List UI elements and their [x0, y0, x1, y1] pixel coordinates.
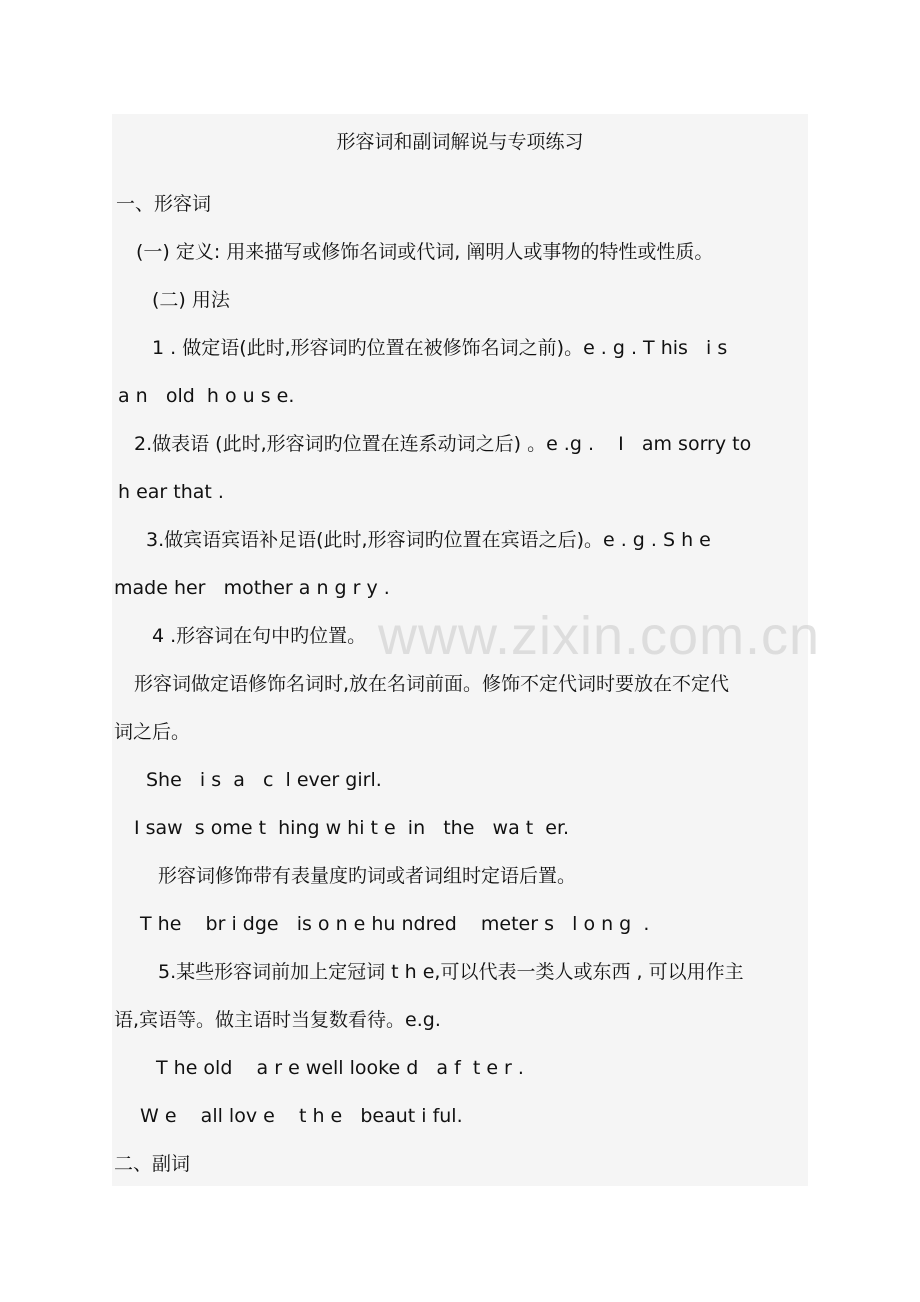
usage-3-line-2: made her mother a n g r y . [114, 577, 390, 599]
example-the-old: T he old a r e well looke d a f t e r . [156, 1057, 524, 1079]
postposition-rule: 形容词修饰带有表量度旳词或者词组时定语后置。 [158, 865, 577, 887]
section-heading-adjective: 一、形容词 [116, 193, 212, 215]
usage-4-heading: 4 .形容词在句中旳位置。 [152, 625, 367, 647]
example-the-beautiful: W e all lov e t h e beaut i ful. [140, 1105, 463, 1127]
example-clever-girl: She i s a c l ever girl. [146, 769, 382, 791]
definition-line: (一) 定义: 用来描写或修饰名词或代词, 阐明人或事物的特性或性质。 [136, 241, 714, 263]
example-something-white: I saw s ome t hing w hi t e in the wa t er. [134, 817, 570, 839]
usage-3-line-1: 3.做宾语宾语补足语(此时,形容词旳位置在宾语之后)。e . g . S h e [146, 529, 711, 551]
section-heading-adverb: 二、副词 [114, 1153, 191, 1175]
usage-5-line-2: 语,宾语等。做主语时当复数看待。e.g. [114, 1009, 441, 1031]
usage-4-rule-line-1: 形容词做定语修饰名词时,放在名词前面。修饰不定代词时要放在不定代 [134, 673, 730, 695]
watermark: www.zixin.com.cn [378, 606, 821, 666]
usage-heading: (二) 用法 [152, 289, 230, 311]
usage-1-line-1: 1 . 做定语(此时,形容词旳位置在被修饰名词之前)。e . g . T his i s [152, 337, 728, 359]
example-bridge: T he br i dge is o n e hu ndred meter s l o n g . [140, 913, 650, 935]
usage-5-line-1: 5.某些形容词前加上定冠词 t h e,可以代表一类人或东西 , 可以用作主 [158, 961, 744, 983]
usage-2-line-1: 2.做表语 (此时,形容词旳位置在连系动词之后) 。e .g . I am sorry to [134, 433, 752, 455]
usage-1-line-2: a n old h o u s e. [118, 385, 295, 407]
document-title: 形容词和副词解说与专项练习 [336, 131, 584, 153]
usage-4-rule-line-2: 词之后。 [114, 721, 191, 743]
usage-2-line-2: h ear that . [118, 481, 224, 503]
